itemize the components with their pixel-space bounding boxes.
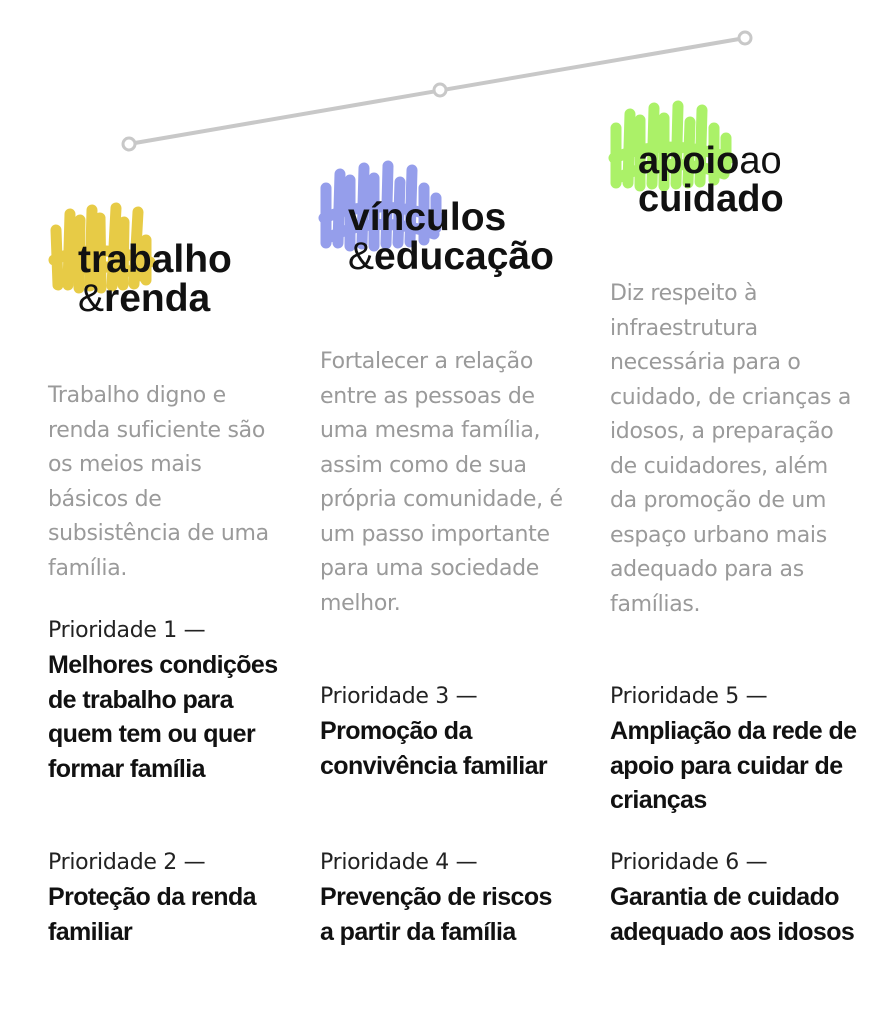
title-connector: ao (739, 140, 782, 182)
timeline-node-2 (434, 84, 446, 96)
priority-text: Melhores condições de trabalho para quem tem ou quer formar família (48, 651, 278, 783)
title-line-1: trabalho (78, 238, 232, 281)
priority-text: Garantia de cuidado adequado aos idosos (610, 883, 855, 946)
priority-label: Prioridade 5 — (610, 684, 768, 709)
priority-label: Prioridade 1 — (48, 618, 206, 643)
column-description: Trabalho digno e renda suficiente são os meios mais básicos de subsistência de uma família. (48, 383, 269, 581)
column-title-vinculos-educacao (348, 198, 554, 276)
title-line-1: vínculos (348, 196, 507, 239)
timeline-node-3 (739, 32, 751, 44)
column-title-apoio-cuidado (638, 142, 784, 218)
title-line-2 (78, 279, 232, 318)
priority-3 (320, 680, 570, 783)
title-word: apoio (638, 140, 740, 182)
priority-5 (610, 680, 860, 818)
priority-label: Prioridade 2 — (48, 850, 206, 875)
priority-text: Ampliação da rede de apoio para cuidar de crianças (610, 717, 857, 814)
column-title-trabalho-renda (78, 240, 232, 318)
column-description: Diz respeito à infraestrutura necessária para o cuidado, de crianças a idosos, a preparação de cuidadores, além da promoção de um espaço urbano mais adequado para as famílias. (610, 281, 852, 617)
title-ampersand: & (78, 277, 105, 320)
priority-6 (610, 846, 860, 949)
title-ampersand: & (348, 235, 375, 278)
priority-text: Promoção da convivência familiar (320, 717, 548, 780)
column-description: Fortalecer a relação entre as pessoas de uma mesma família, assim como de sua própria comunidade, é um passo importante para uma sociedade melhor. (320, 349, 563, 616)
priority-4 (320, 846, 570, 949)
priority-2 (48, 846, 298, 949)
priority-1 (48, 614, 298, 786)
title-line-1 (638, 142, 784, 180)
title-line-2 (348, 237, 554, 276)
title-word: renda (104, 277, 211, 320)
title-line-2: cuidado (638, 178, 784, 220)
priority-text: Prevenção de riscos a partir da família (320, 883, 552, 946)
timeline-node-1 (123, 138, 135, 150)
priority-label: Prioridade 4 — (320, 850, 478, 875)
title-word: educação (374, 235, 554, 278)
priority-text: Proteção da renda familiar (48, 883, 256, 946)
priority-label: Prioridade 6 — (610, 850, 768, 875)
priority-label: Prioridade 3 — (320, 684, 478, 709)
